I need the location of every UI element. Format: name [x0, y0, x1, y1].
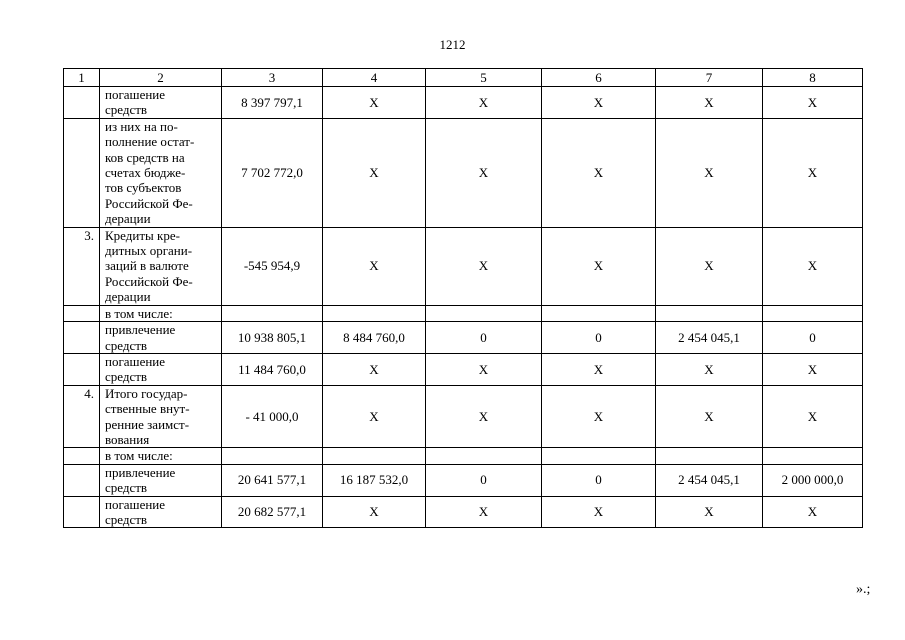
value-cell: Х [542, 118, 656, 227]
value-cell [542, 305, 656, 321]
row-label-cell: привлечение средств [100, 464, 222, 496]
value-cell: Х [656, 353, 763, 385]
column-header: 3 [222, 69, 323, 87]
value-cell: 0 [426, 464, 542, 496]
closing-quote-mark: ».; [856, 582, 871, 597]
table-row [64, 353, 863, 385]
value-cell: Х [656, 227, 763, 305]
row-label-cell: из них на по- полнение остат- ков средств на счетах бюдже- тов субъектов Российской Фе- дерации [100, 118, 222, 227]
column-header: 7 [656, 69, 763, 87]
row-label-cell: в том числе: [100, 448, 222, 464]
value-cell: Х [323, 385, 426, 448]
value-cell: - 41 000,0 [222, 385, 323, 448]
column-header: 1 [64, 69, 100, 87]
row-number-cell: 3. [64, 227, 100, 305]
table-row [64, 385, 863, 448]
column-header: 2 [100, 69, 222, 87]
row-number-cell: 4. [64, 385, 100, 448]
value-cell: 0 [763, 322, 863, 354]
value-cell: Х [656, 385, 763, 448]
value-cell: Х [656, 87, 763, 119]
value-cell: Х [763, 496, 863, 528]
value-cell: Х [542, 496, 656, 528]
row-label-cell: погашение средств [100, 353, 222, 385]
value-cell [426, 448, 542, 464]
table-row [64, 322, 863, 354]
value-cell: Х [426, 87, 542, 119]
value-cell [542, 448, 656, 464]
value-cell [323, 305, 426, 321]
value-cell: 20 682 577,1 [222, 496, 323, 528]
value-cell: Х [426, 118, 542, 227]
value-cell: Х [323, 496, 426, 528]
table-row [64, 118, 863, 227]
value-cell [763, 448, 863, 464]
value-cell: Х [763, 353, 863, 385]
value-cell: Х [426, 353, 542, 385]
row-number-cell [64, 305, 100, 321]
column-header: 5 [426, 69, 542, 87]
row-number-cell [64, 448, 100, 464]
table-body [64, 69, 863, 528]
value-cell [763, 305, 863, 321]
value-cell: Х [542, 227, 656, 305]
table-row [64, 464, 863, 496]
value-cell: 16 187 532,0 [323, 464, 426, 496]
row-number-cell [64, 118, 100, 227]
row-number-cell [64, 353, 100, 385]
row-label-cell: в том числе: [100, 305, 222, 321]
value-cell: 2 454 045,1 [656, 464, 763, 496]
value-cell: Х [542, 87, 656, 119]
value-cell: 8 397 797,1 [222, 87, 323, 119]
page-number: 1212 [439, 37, 466, 52]
value-cell: Х [426, 496, 542, 528]
column-header: 4 [323, 69, 426, 87]
table-row [64, 448, 863, 464]
value-cell: Х [323, 227, 426, 305]
value-cell: Х [656, 118, 763, 227]
row-number-cell [64, 87, 100, 119]
row-label-cell: Кредиты кре- дитных органи- заций в валюте Российской Фе- дерации [100, 227, 222, 305]
table-row [64, 496, 863, 528]
value-cell: Х [426, 385, 542, 448]
value-cell [222, 448, 323, 464]
column-header: 8 [763, 69, 863, 87]
table-row [64, 305, 863, 321]
value-cell: -545 954,9 [222, 227, 323, 305]
row-label-cell: Итого государ- ственные внут- ренние заимст- вования [100, 385, 222, 448]
value-cell [323, 448, 426, 464]
value-cell: Х [323, 118, 426, 227]
value-cell: Х [656, 496, 763, 528]
value-cell: Х [763, 385, 863, 448]
value-cell: 10 938 805,1 [222, 322, 323, 354]
value-cell: 0 [542, 464, 656, 496]
value-cell: 2 000 000,0 [763, 464, 863, 496]
value-cell: Х [323, 87, 426, 119]
value-cell: Х [763, 87, 863, 119]
value-cell: 0 [426, 322, 542, 354]
column-header: 6 [542, 69, 656, 87]
value-cell: 11 484 760,0 [222, 353, 323, 385]
row-label-cell: погашение средств [100, 496, 222, 528]
value-cell: Х [323, 353, 426, 385]
value-cell: 2 454 045,1 [656, 322, 763, 354]
value-cell [656, 305, 763, 321]
table-row [64, 87, 863, 119]
value-cell [222, 305, 323, 321]
row-number-cell [64, 322, 100, 354]
value-cell [656, 448, 763, 464]
value-cell: 7 702 772,0 [222, 118, 323, 227]
row-number-cell [64, 464, 100, 496]
value-cell: Х [426, 227, 542, 305]
row-label-cell: привлечение средств [100, 322, 222, 354]
value-cell: 0 [542, 322, 656, 354]
value-cell [426, 305, 542, 321]
value-cell: Х [763, 118, 863, 227]
value-cell: 20 641 577,1 [222, 464, 323, 496]
table-row [64, 227, 863, 305]
value-cell: Х [763, 227, 863, 305]
row-number-cell [64, 496, 100, 528]
table-header-row [64, 69, 863, 87]
borrowing-table [63, 68, 863, 528]
value-cell: Х [542, 385, 656, 448]
value-cell: Х [542, 353, 656, 385]
row-label-cell: погашение средств [100, 87, 222, 119]
value-cell: 8 484 760,0 [323, 322, 426, 354]
